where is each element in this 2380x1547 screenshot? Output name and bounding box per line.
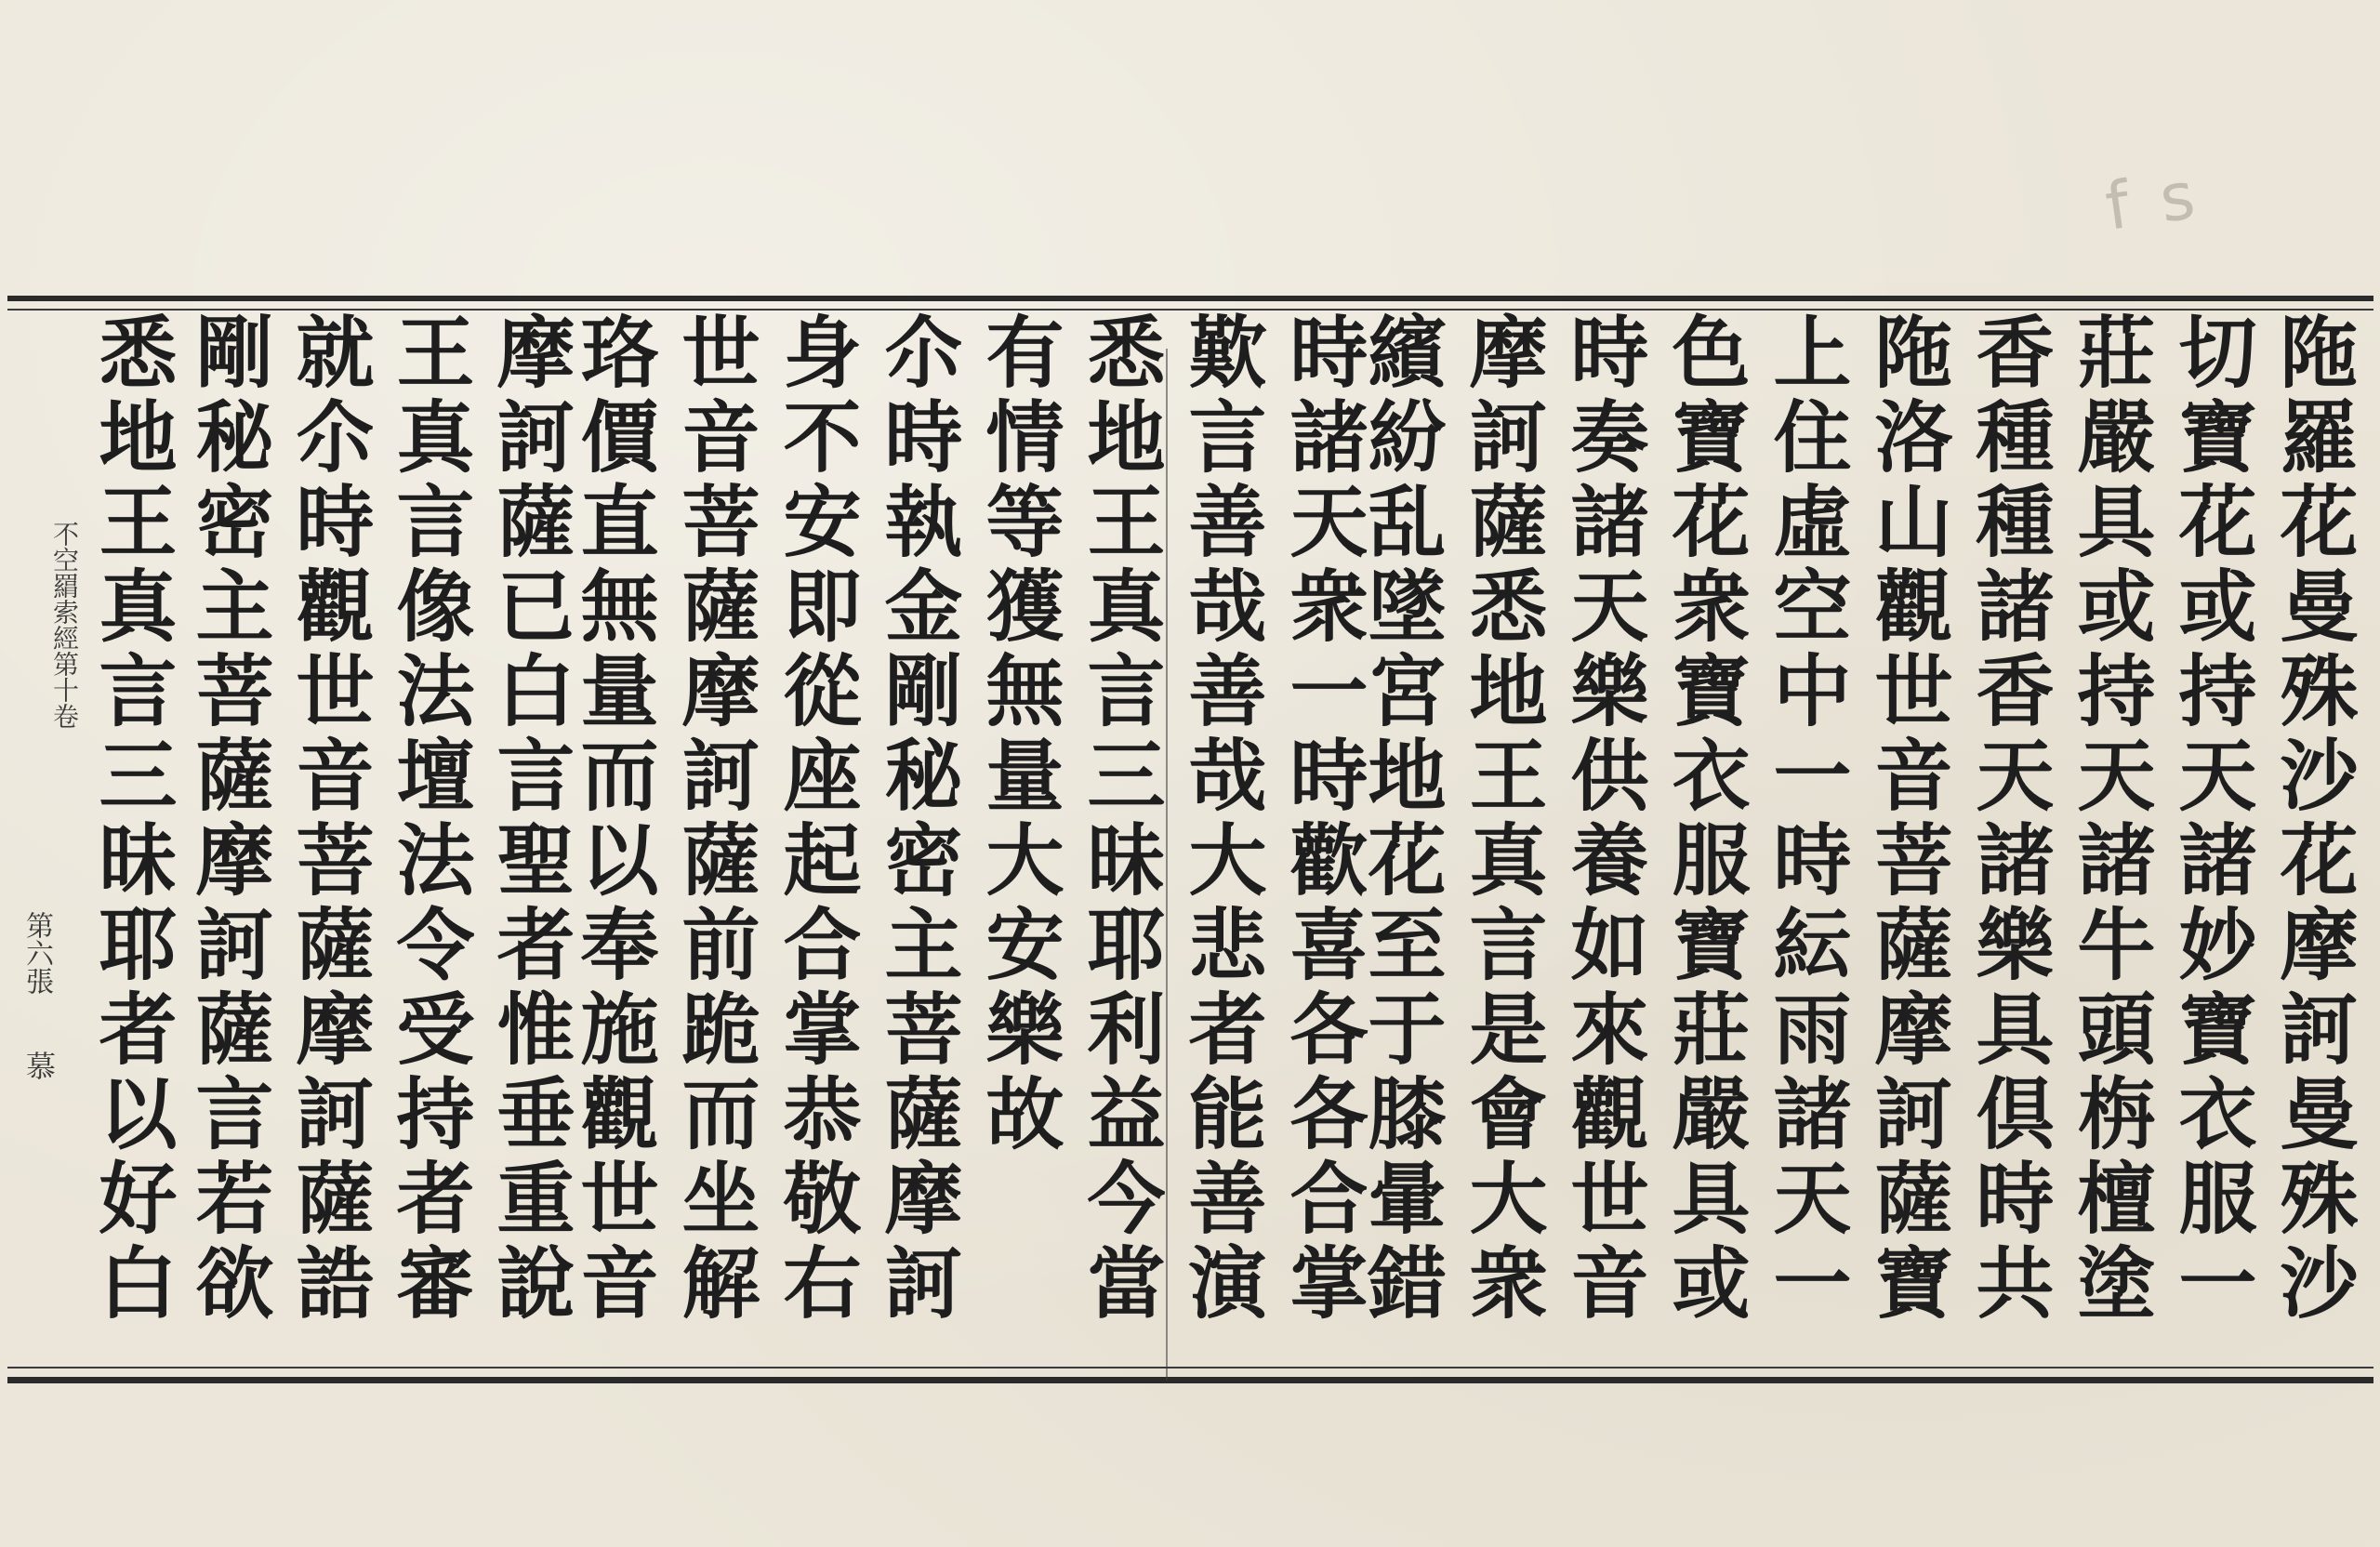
- text-column: 陁洛山觀世音菩薩摩訶薩寶: [1862, 311, 1954, 1327]
- text-column: 摩訶薩悉地王真言是會大衆: [1457, 311, 1549, 1327]
- pencil-annotation: f s: [2100, 156, 2205, 245]
- text-column: 上住虛空中一時紜雨諸天一: [1761, 311, 1853, 1327]
- text-column: 色寶花衆寶衣服寶莊嚴具或: [1659, 311, 1752, 1327]
- text-column: 繽紛乱墜宮地花至于膝暈錯: [1355, 311, 1448, 1327]
- text-column: 香種種諸香天諸樂具倶時共: [1964, 311, 2056, 1327]
- text-column: 摩訶薩已白言聖者惟垂重說: [484, 311, 576, 1327]
- text-column: 有情等獲無量大安樂故: [973, 311, 1065, 1157]
- text-column: 時諸天衆一時歡喜各各合掌: [1277, 311, 1369, 1327]
- text-column: 莊嚴具或持天諸牛頭栴檀塗: [2065, 311, 2157, 1327]
- page-number: 第六張: [20, 911, 53, 995]
- carver-mark: 慕: [21, 1051, 57, 1080]
- text-column: 悉地王真言三昧耶利益今當: [1075, 311, 1167, 1327]
- text-column: 身不安即從座起合掌恭敬右: [771, 311, 863, 1327]
- text-column: 剛秘密主菩薩摩訶薩言若欲: [183, 311, 275, 1327]
- text-column: 悉地王真言三昧耶者以好白: [86, 311, 178, 1327]
- text-column: 尒時執金剛秘密主菩薩摩訶: [872, 311, 964, 1327]
- colophon-title: 不空羂索經第十卷: [49, 521, 80, 729]
- text-column: 歎言善哉善哉大悲者能善演: [1176, 311, 1268, 1327]
- text-column: 陁羅花曼殊沙花摩訶曼殊沙: [2268, 311, 2360, 1327]
- text-column: 切寶花或持天諸妙寶衣服一: [2166, 311, 2258, 1327]
- text-column: 王真言像法壇法令受持者審: [384, 311, 476, 1327]
- text-column: 珞價直無量而以奉施觀世音: [568, 311, 660, 1327]
- text-column: 世音菩薩摩訶薩前跪而坐解: [669, 311, 761, 1327]
- text-column: 時奏諸天樂供養如來觀世音: [1558, 311, 1650, 1327]
- text-column: 就尒時觀世音菩薩摩訶薩誥: [284, 311, 376, 1327]
